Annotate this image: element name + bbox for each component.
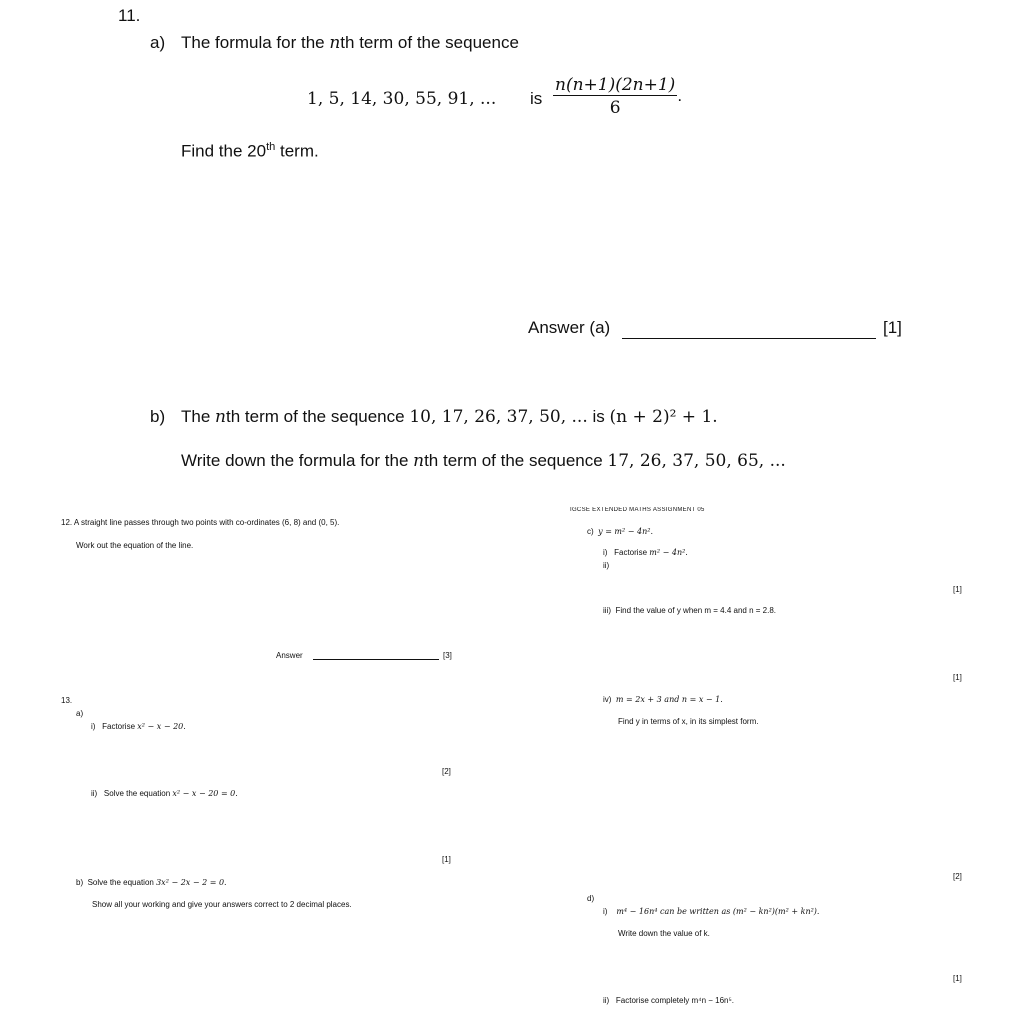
q13-ai-marks: [2]	[442, 767, 451, 776]
answer-a-line[interactable]	[622, 322, 876, 339]
q12-answer-line[interactable]	[313, 651, 439, 660]
part-ci: i) Factorise m² − 4n².	[603, 548, 688, 557]
part-civ-instruction: Find y in terms of x, in its simplest form.	[618, 717, 759, 726]
part-c: c) y = m² − 4n².	[587, 527, 654, 536]
part-di-instruction: Write down the value of k.	[618, 929, 710, 938]
sequence-a: 1, 5, 14, 30, 55, 91, ...	[307, 89, 497, 109]
find-20th-term: Find the 20th term.	[181, 141, 319, 161]
part-cii-label: ii)	[603, 561, 610, 570]
q13-a-label: a)	[76, 709, 84, 718]
part-c-marks-2: [1]	[953, 673, 962, 682]
part-c-marks-1: [1]	[953, 585, 962, 594]
q12-instruction: Work out the equation of the line.	[76, 541, 194, 550]
part-c-marks-3: [2]	[953, 872, 962, 881]
part-b-statement: The nth term of the sequence 10, 17, 26, 37, 50, ... is (n + 2)² + 1.	[181, 407, 718, 427]
answer-a-marks: [1]	[883, 318, 902, 337]
part-ciii: iii) Find the value of y when m = 4.4 and n = 2.8.	[603, 606, 776, 615]
part-di: i) m⁴ − 16n⁴ can be written as (m² − kn²)(m² + kn²).	[603, 907, 820, 916]
part-b-instruction: Write down the formula for the nth term of the sequence 17, 26, 37, 50, 65, ...	[181, 451, 786, 471]
question-11-number: 11.	[118, 6, 141, 25]
part-d-label: d)	[587, 894, 595, 903]
q12-statement: 12. A straight line passes through two points with co-ordinates (6, 8) and (0, 5).	[61, 518, 340, 527]
q13-b: b) Solve the equation 3x² − 2x − 2 = 0.	[76, 878, 227, 887]
page-header: IGCSE EXTENDED MATHS ASSIGNMENT 05	[570, 507, 705, 512]
q12-answer-label: Answer	[276, 651, 303, 660]
q13-ai: i) Factorise x² − x − 20.	[91, 722, 186, 731]
part-civ: iv) m = 2x + 3 and n = x − 1.	[603, 695, 723, 704]
q13-aii-marks: [1]	[442, 855, 451, 864]
part-b-label: b)	[150, 407, 166, 426]
q13-b-note: Show all your working and give your answers correct to 2 decimal places.	[92, 900, 352, 909]
q13-aii: ii) Solve the equation x² − x − 20 = 0.	[91, 789, 238, 798]
part-dii: ii) Factorise completely m⁴n − 16n⁵.	[603, 996, 735, 1005]
nth-term-formula: $\frac{n(n+1)(2n+1)}{6}$ .	[555, 75, 683, 118]
answer-a-label: Answer (a)	[528, 318, 611, 337]
is-label-a: is	[530, 89, 543, 108]
q13-number: 13.	[61, 696, 73, 705]
part-a-label: a)	[150, 33, 166, 52]
q12-marks: [3]	[443, 651, 452, 660]
part-a-intro: The formula for the nth term of the sequence	[181, 33, 519, 53]
part-d-marks: [1]	[953, 974, 962, 983]
